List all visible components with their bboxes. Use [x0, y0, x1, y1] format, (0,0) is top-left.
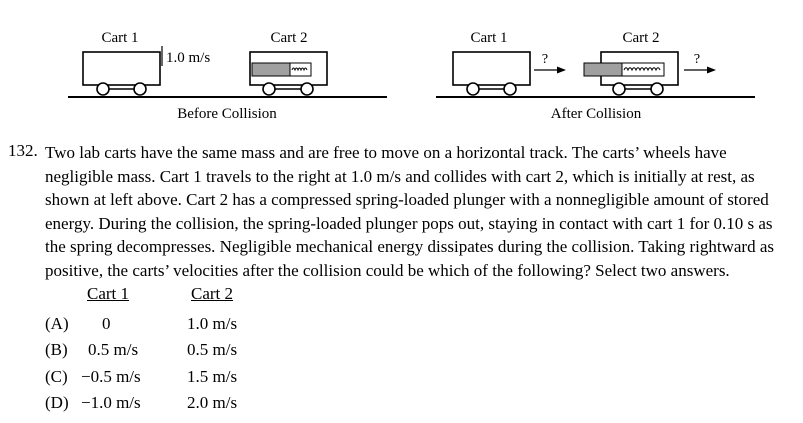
- question-number: 132.: [8, 141, 38, 160]
- after-cart2-arrow: [684, 67, 716, 74]
- after-plunger: [584, 63, 622, 76]
- after-cart2-velocity: ?: [693, 52, 701, 67]
- option-label: (B): [45, 340, 68, 359]
- after-cart1-arrow: [534, 67, 566, 74]
- option-label: (D): [45, 393, 69, 412]
- before-cart2-label: Cart 2: [270, 30, 308, 46]
- after-cart2: [584, 52, 678, 95]
- option-cart1-velocity: 0.5 m/s: [88, 340, 139, 359]
- column-header-cart2: Cart 2: [191, 284, 234, 303]
- after-cart2-label: Cart 2: [622, 30, 660, 46]
- column-header-cart1: Cart 1: [87, 284, 130, 303]
- option-cart1-velocity: −1.0 m/s: [81, 393, 141, 412]
- option-cart2-velocity: 0.5 m/s: [187, 340, 238, 359]
- option-cart2-velocity: 2.0 m/s: [187, 393, 238, 412]
- option-cart2-velocity: 1.0 m/s: [187, 314, 238, 333]
- before-collision-diagram: [68, 30, 387, 122]
- option-label: (A): [45, 314, 69, 333]
- option-label: (C): [45, 367, 68, 386]
- before-cart1: [83, 52, 160, 95]
- before-caption: Before Collision: [177, 106, 277, 122]
- after-collision-diagram: [436, 30, 755, 122]
- collision-figure: [0, 0, 803, 128]
- question-text: Two lab carts have the same mass and are free to move on a horizontal track. The carts’ wheels have negligible mass. Cart 1 travels to the right at 1.0 m/s and collides with cart 2, which is initially at rest, as shown at left above. Cart 2 has a compressed spring-loaded plunger with a nonnegligible amount of stored energy. During the collision, the spring-loaded plunger pops out, staying in contact with cart 1 for 0.10 s as the spring decompresses. Negligible mechanical energy dissipates during the collision. Taking rightward as positive, the carts’ velocities after the collision could be which of the following? Select two answers.: [45, 143, 775, 280]
- after-cart1-velocity: ?: [541, 52, 549, 67]
- after-cart1: [453, 52, 530, 95]
- before-cart1-label: Cart 1: [101, 30, 139, 46]
- after-caption: After Collision: [550, 106, 642, 122]
- before-cart2: [250, 52, 327, 95]
- option-cart1-velocity: 0: [102, 314, 111, 333]
- before-velocity-label: 1.0 m/s: [166, 50, 211, 66]
- before-plunger: [252, 63, 290, 76]
- option-cart1-velocity: −0.5 m/s: [81, 367, 141, 386]
- after-cart1-label: Cart 1: [470, 30, 508, 46]
- option-cart2-velocity: 1.5 m/s: [187, 367, 238, 386]
